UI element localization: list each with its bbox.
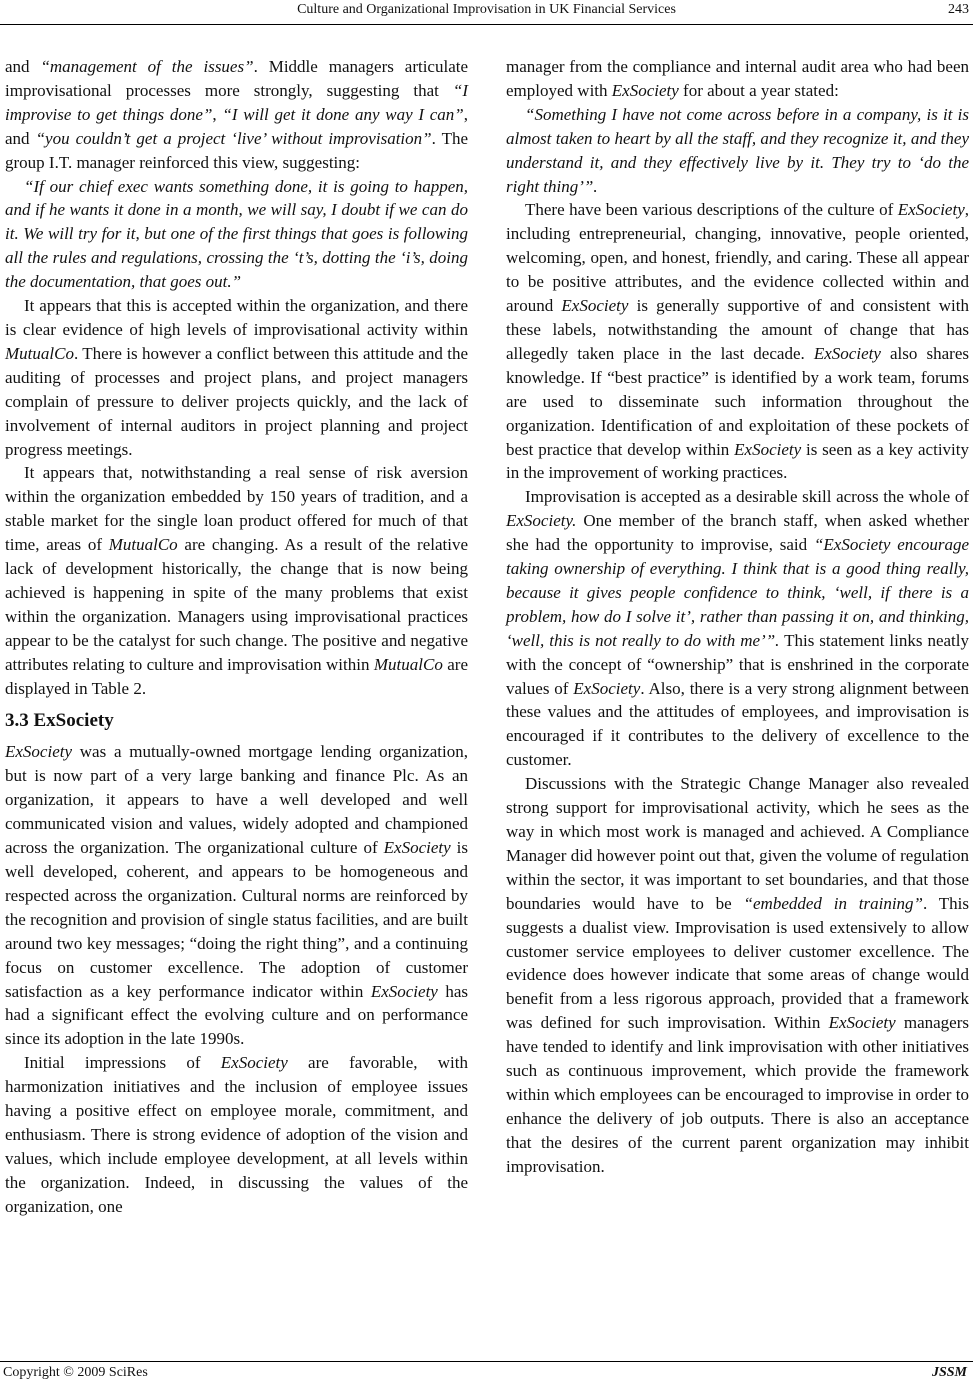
block-quote: “If our chief exec wants something done, it is going to happen, and if he wants it done in a month, we will say, I doubt if we can do it. We will try for it, but one of the first things that goes is following all the rules and regulations, crossing the ‘t’s, dotting the ‘i’s, doing the documentation, that goes out.”	[5, 176, 468, 292]
paragraph: manager from the compliance and internal audit area who had been employed with ExSociety for about a year stated:	[506, 57, 969, 100]
paragraph: Discussions with the Strategic Change Manager also revealed strong support for improvisational activity, which he sees as the way in which most work is managed and achieved. A Compliance Manager did however point out that, given the volume of regulation within the sector, it was important to set boundaries, and that those boundaries would have to be “embedded in training”. This suggests a dualist view. Improvisation is used extensively to allow customer service employees to deliver customer excellence. The evidence does however indicate that some areas of change would benefit from a less rigorous approach, provided that a framework was defined for such improvisation. Within ExSociety managers have tended to identify and link improvisation with other initiatives such as continuous improvement, which provide the framework within which employees can be encouraged to improvise in order to enhance the delivery of job outputs. There is also an acceptance that the desires of the current parent organization may inhibit improvisation.	[506, 774, 969, 1176]
page-header	[0, 0, 973, 30]
running-title: Culture and Organizational Improvisation in UK Financial Services	[297, 2, 676, 17]
right-column	[506, 55, 969, 1179]
paragraph: It appears that, notwithstanding a real sense of risk aversion within the organization embedded by 150 years of tradition, and a stable market for the single loan product offered for much of that time, areas of MutualCo are changing. As a result of the relative lack of development historically, the change that is now being achieved is happening in spite of the many problems that exist within the organization. Managers using improvisational practices appear to be the catalyst for such change. The positive and negative attributes relating to culture and improvisation within MutualCo are displayed in Table 2.	[5, 463, 468, 698]
copyright-notice: Copyright © 2009 SciRes	[3, 1365, 148, 1380]
paragraph: Initial impressions of ExSociety are favorable, with harmonization initiatives and the inclusion of employee issues having a positive effect on employee morale, commitment, and enthusiasm. There is strong evidence of adoption of the vision and values, which include employee development, at all levels within the organization. Indeed, in discussing the values of the organization, one	[5, 1053, 468, 1216]
section-heading: 3.3 ExSociety	[5, 710, 114, 732]
left-column	[5, 55, 468, 1219]
paragraph: and “management of the issues”. Middle managers articulate improvisational processes more strongly, suggesting that “I improvise to get things done”, “I will get it done any way I can”, and “you couldn’t get a project ‘live’ without improvisation”. The group I.T. manager reinforced this view, suggesting:	[5, 57, 469, 172]
block-quote: “Something I have not come across before in a company, is it is almost taken to heart by all the staff, and they recognize it, and they understand it, and they effectively live by it. They try to ‘do the right thing’”.	[506, 104, 969, 196]
page-number: 243	[948, 2, 969, 17]
paragraph: ExSociety was a mutually-owned mortgage lending organization, but is now part of a very large banking and finance Plc. As an organization, it appears to have a well developed and well communicated vision and values, widely adopted and championed across the organization. The organizational culture of ExSociety is well developed, coherent, and appears to be homogeneous and respected across the organization. Cultural norms are reinforced by the recognition and provision of single status facilities, and are built around two key messages; “doing the right thing”, and a continuing focus on customer excellence. The adoption of customer satisfaction as a key performance indicator within ExSociety has had a significant effect the evolving culture and on performance since its adoption in the late 1990s.	[5, 742, 469, 1049]
header-rule	[0, 24, 973, 25]
footer-rule	[0, 1361, 973, 1362]
paragraph: It appears that this is accepted within the organization, and there is clear evidence of high levels of improvisational activity within MutualCo. There is however a conflict between this attitude and the auditing of processes and project plans, and project managers complain of pressure to deliver projects quickly, and the lack of involvement of internal auditors in project planning and project progress meetings.	[5, 296, 468, 459]
paragraph: There have been various descriptions of the culture of ExSociety, including entrepreneurial, changing, innovative, people oriented, welcoming, open, and honest, friendly, and caring. These all appear to be positive attributes, and the evidence collected within and around ExSociety is generally supportive of and consistent with these labels, notwithstanding the amount of change that has allegedly taken place in the last decade. ExSociety also shares knowledge. If “best practice” is identified by a work team, forums are used to disseminate such information throughout the organization. Identification of and exploitation of these pockets of best practice that develop within ExSociety is seen as a key activity in the improvement of working practices.	[506, 200, 970, 483]
paragraph: Improvisation is accepted as a desirable skill across the whole of ExSociety. One member of the branch staff, when asked whether she had the opportunity to improvise, said “ExSociety encourage taking ownership of everything. I think that is a good thing really, because it gives people confidence to think, ‘well, if there is a problem, how do I solve it’, rather than passing it on, and thinking, ‘well, this is not really to do with me’”. This statement links neatly with the concept of “ownership” that is enshrined in the corporate values of ExSociety. Also, there is a very strong alignment between these values and the attitudes of employees, and improvisation is encouraged if it contributes to the delivery of excellence to the customer.	[506, 487, 969, 770]
journal-abbreviation: JSSM	[931, 1365, 967, 1380]
